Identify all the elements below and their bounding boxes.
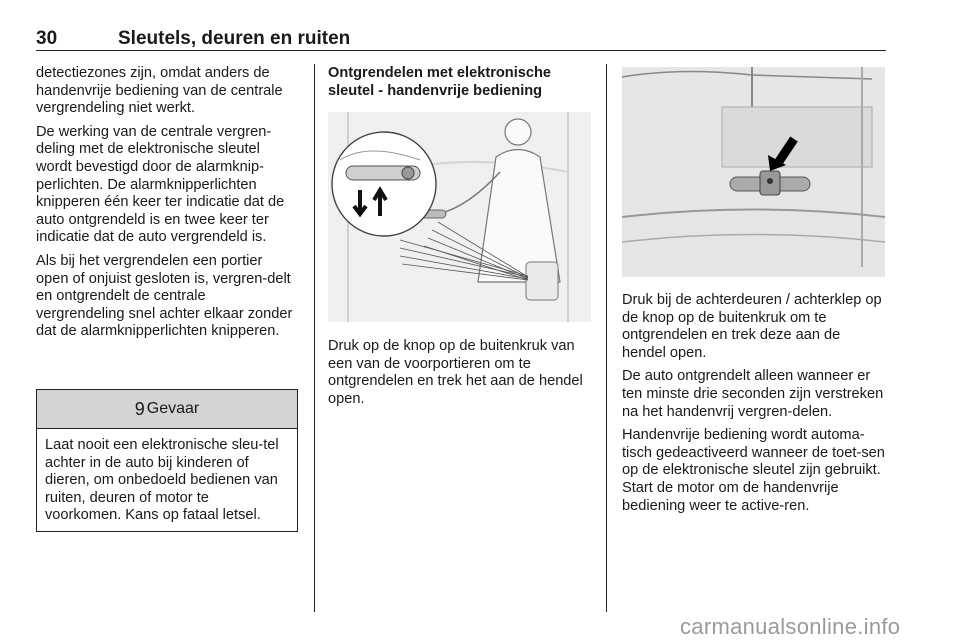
column-1	[36, 65, 298, 347]
col3-paragraph-1: Druk bij de achterdeuren / achterklep op de knop op de buitenkruk om te ontgrendelen en trek deze aan de hendel open.	[622, 292, 882, 361]
col1-paragraph-3: Als bij het vergrendelen een portier open of onjuist gesloten is, vergren-delt en ontgrendelt de centrale vergrendeling snel achter elkaar zonder dat de alarmknipperlichten knipperen.	[36, 252, 293, 340]
page-header	[36, 28, 886, 51]
col1-paragraph-2: De werking van de centrale vergren-deling met de elektronische sleutel wordt bevestigd door de alarmknip-perlichten. De alarmknipperlichten knipperen één keer ter indicatie dat de auto ontgrendeld is en twee keer ter indicatie dat de auto vergrendeld is.	[36, 123, 285, 246]
page-number: 30	[36, 28, 58, 49]
rear-door-handle-illustration	[622, 67, 885, 277]
person-door-handle-figure	[328, 112, 591, 322]
column-divider-2	[606, 64, 607, 612]
column-2	[328, 65, 594, 106]
watermark: carmanualsonline.info	[680, 614, 901, 639]
front-door-handle-illustration	[328, 112, 591, 322]
col1-paragraph-1: detectiezones zijn, omdat anders de handenvrije bediening van de centrale vergrendeling niet werkt.	[36, 65, 283, 117]
warning-text: Laat nooit een elektronische sleu-tel achter in de auto bij kinderen of dieren, om onbedoeld bedienen van ruiten, deuren of motor te voorkomen. Kans op fataal letsel.	[45, 437, 279, 524]
warning-title: Gevaar	[146, 400, 200, 417]
col3-paragraph-2: De auto ontgrendelt alleen wanneer er ten minste drie seconden zijn verstreken na het handenvrij vergren-delen.	[622, 368, 884, 420]
col3-paragraph-3: Handenvrije bediening wordt automa-tisch gedeactiveerd wanneer de toet-sen op de elektronische sleutel zijn gebruikt. Start de motor om de handenvrije bediening weer te active-ren.	[622, 427, 885, 514]
warning-header	[37, 390, 297, 429]
column-3	[622, 292, 888, 521]
rear-door-figure	[622, 67, 885, 277]
warning-triangle-icon: 9	[134, 398, 145, 419]
section-heading: Ontgrendelen met elektronische sleutel - handenvrije bediening	[328, 65, 552, 99]
danger-warning-box	[36, 389, 298, 532]
figure-caption: Druk op de knop op de buitenkruk van een van de voorportieren om te ontgrendelen en trek het aan de hendel open.	[328, 338, 583, 407]
chapter-title: Sleutels, deuren en ruiten	[118, 28, 351, 49]
column-divider-1	[314, 64, 315, 612]
